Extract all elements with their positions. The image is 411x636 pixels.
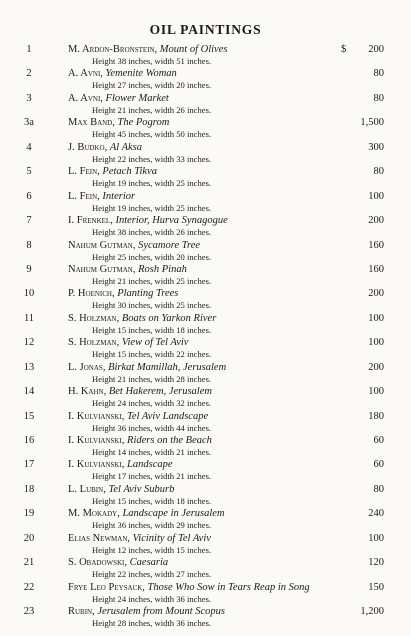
separator: , <box>121 435 128 446</box>
artist-name: J. Budko <box>68 141 105 153</box>
work-title: Petach Tikva <box>102 166 157 178</box>
item-number: 22 <box>23 581 35 593</box>
list-item <box>0 166 411 190</box>
item-number: 8 <box>26 239 32 251</box>
item-title-line <box>68 386 212 398</box>
work-title: Bet Hakerem, Jerusalem <box>108 386 212 398</box>
item-number: 2 <box>26 68 32 80</box>
separator: , <box>110 215 116 227</box>
item-number: 19 <box>23 508 35 520</box>
item-title-line <box>68 533 211 545</box>
list-item <box>0 435 411 459</box>
item-title-line <box>68 117 169 129</box>
separator: , <box>154 44 160 55</box>
item-number: 9 <box>26 263 32 275</box>
item-dimensions: Height 19 inches, width 25 inches. <box>92 178 212 189</box>
item-dimensions: Height 36 inches, width 44 inches. <box>92 422 212 433</box>
item-title-line <box>68 240 200 252</box>
item-price: 200 <box>368 215 384 227</box>
separator: , <box>132 239 139 251</box>
item-dimensions: Height 27 inches, width 20 inches. <box>92 80 212 91</box>
list-item <box>0 93 411 117</box>
separator: , <box>116 312 122 324</box>
item-dimensions: Height 15 inches, width 22 inches. <box>92 349 212 360</box>
list-item <box>0 362 411 386</box>
artist-name: Frye Leo Peysack <box>68 581 143 593</box>
artist-name: I. Kulvianski <box>68 410 122 422</box>
item-title-line <box>68 459 173 471</box>
work-title: Vicinity of Tel Aviv <box>132 532 211 544</box>
item-price: 160 <box>368 263 384 275</box>
artist-name: L. Jonas <box>68 361 103 373</box>
item-dimensions: Height 25 inches, width 20 inches. <box>92 251 212 262</box>
separator: , <box>117 508 123 520</box>
list-item <box>0 44 411 68</box>
work-title: Landscape in Jerusalem <box>122 508 225 520</box>
item-dimensions: Height 38 inches, width 26 inches. <box>92 227 212 238</box>
item-title-line <box>68 215 228 227</box>
artist-name: S. Holzman <box>68 312 117 324</box>
item-title-line <box>68 337 188 349</box>
work-title: Yemenite Woman <box>105 68 177 80</box>
work-title: The Pogrom <box>117 117 170 129</box>
item-price: 60 <box>373 435 384 446</box>
artist-name: Nahum Gutman <box>68 263 133 275</box>
item-price: 300 <box>368 141 384 153</box>
item-dimensions: Height 12 inches, width 15 inches. <box>92 544 212 555</box>
item-dimensions: Height 19 inches, width 25 inches. <box>92 202 212 213</box>
work-title: Planting Trees <box>117 288 179 300</box>
separator: , <box>142 581 148 593</box>
artist-name: M. Mokady <box>68 508 118 520</box>
work-title: Mount of Olives <box>159 44 228 55</box>
item-title-line <box>68 191 135 203</box>
item-title-line <box>68 288 178 300</box>
item-title-line <box>68 44 227 56</box>
item-number: 7 <box>26 215 32 227</box>
item-price: 120 <box>368 557 384 569</box>
item-number: 20 <box>23 532 35 544</box>
work-title: Rosh Pinah <box>138 263 187 275</box>
item-price: 160 <box>368 239 384 251</box>
list-item <box>0 240 411 264</box>
work-title: Birkat Mamillah, Jerusalem <box>108 361 227 373</box>
list-item <box>0 117 411 141</box>
item-price: 180 <box>368 410 384 422</box>
item-number: 16 <box>23 435 35 446</box>
artist-name: L. Lubin <box>68 483 104 495</box>
artist-name: I. Frenkel <box>68 215 111 227</box>
list-item <box>0 533 411 557</box>
separator: , <box>124 557 130 569</box>
item-dimensions: Height 28 inches, width 36 inches. <box>92 618 212 629</box>
item-dimensions: Height 21 inches, width 25 inches. <box>92 275 212 286</box>
artist-name: H. Kahn <box>68 386 104 398</box>
list-item <box>0 484 411 508</box>
list-item <box>0 606 411 630</box>
item-number: 13 <box>23 361 35 373</box>
separator: , <box>92 606 98 618</box>
item-title-line <box>68 557 168 569</box>
item-price: 150 <box>368 581 384 593</box>
item-price: 200 <box>368 44 384 55</box>
item-title-line <box>68 582 310 594</box>
item-number: 21 <box>23 557 35 569</box>
work-title: Interior, Hurva Synagogue <box>115 215 228 227</box>
separator: , <box>97 166 103 178</box>
artist-name: I. Kulvianski <box>68 459 122 471</box>
work-title: Flower Market <box>105 92 169 104</box>
artist-name: Rubin <box>68 606 93 618</box>
item-title-line <box>68 166 157 178</box>
item-number: 5 <box>26 166 32 178</box>
painting-list <box>0 44 411 631</box>
list-item <box>0 191 411 215</box>
artist-name: Elias Newman <box>68 532 128 544</box>
item-price: 1,500 <box>360 117 384 129</box>
artist-name: S. Obadowski <box>68 557 125 569</box>
item-price: 100 <box>368 337 384 349</box>
work-title: Jerusalem from Mount Scopus <box>97 606 226 618</box>
list-item <box>0 288 411 312</box>
artist-name: L. Fein <box>68 166 98 178</box>
item-number: 6 <box>26 190 32 202</box>
item-number: 17 <box>23 459 35 471</box>
separator: , <box>121 459 128 471</box>
separator: , <box>102 361 109 373</box>
item-dimensions: Height 17 inches, width 21 inches. <box>92 471 212 482</box>
list-item <box>0 386 411 410</box>
artist-name: I. Kulvianski <box>68 435 122 446</box>
item-dimensions: Height 38 inches, width 51 inches. <box>92 56 212 66</box>
item-number: 15 <box>23 410 35 422</box>
item-title-line <box>68 411 208 423</box>
item-dimensions: Height 24 inches, width 32 inches. <box>92 398 212 409</box>
artist-name: A. Avni <box>68 92 101 104</box>
item-title-line <box>68 606 225 618</box>
item-dimensions: Height 45 inches, width 50 inches. <box>92 129 212 140</box>
list-item <box>0 557 411 581</box>
item-price: 80 <box>373 68 384 80</box>
item-dimensions: Height 22 inches, width 33 inches. <box>92 153 212 164</box>
artist-name: Max Band <box>68 117 113 129</box>
list-item <box>0 582 411 606</box>
artist-name: Nahum Gutman <box>68 239 133 251</box>
work-title: Riders on the Beach <box>127 435 212 446</box>
item-dimensions: Height 14 inches, width 21 inches. <box>92 447 212 457</box>
item-title-line <box>68 362 226 374</box>
artist-name: M. Ardon-Bronstein <box>68 44 155 55</box>
separator: , <box>111 288 118 300</box>
separator: , <box>127 532 133 544</box>
item-price: 60 <box>373 459 384 471</box>
work-title: Tel Aviv Landscape <box>127 410 209 422</box>
work-title: Interior <box>102 190 136 202</box>
work-title: Those Who Sow in Tears Reap in Song <box>147 581 310 593</box>
item-number: 23 <box>23 606 35 618</box>
item-price: 1,200 <box>360 606 384 618</box>
item-price: 80 <box>373 483 384 495</box>
item-title-line <box>68 68 177 80</box>
item-number: 14 <box>23 386 35 398</box>
list-item <box>0 68 411 92</box>
item-title-line <box>68 264 187 276</box>
item-number: 1 <box>26 44 32 55</box>
item-title-line <box>68 508 225 520</box>
artist-name: L. Fein <box>68 190 98 202</box>
item-dimensions: Height 36 inches, width 29 inches. <box>92 520 212 531</box>
item-price: 100 <box>368 532 384 544</box>
separator: , <box>103 483 109 495</box>
work-title: Caesaria <box>129 557 169 569</box>
item-number: 18 <box>23 483 35 495</box>
item-price: 80 <box>373 92 384 104</box>
separator: , <box>100 68 106 80</box>
work-title: Landscape <box>127 459 173 471</box>
item-dimensions: Height 15 inches, width 18 inches. <box>92 324 212 335</box>
item-number: 3 <box>26 92 32 104</box>
separator: , <box>116 337 122 349</box>
list-item <box>0 459 411 483</box>
separator: , <box>97 190 103 202</box>
item-price: 200 <box>368 288 384 300</box>
item-price: 200 <box>368 361 384 373</box>
list-item <box>0 508 411 532</box>
separator: , <box>100 92 106 104</box>
list-item <box>0 215 411 239</box>
list-item <box>0 313 411 337</box>
item-number: 12 <box>23 337 35 349</box>
work-title: Sycamore Tree <box>138 239 201 251</box>
item-dimensions: Height 24 inches, width 36 inches. <box>92 593 212 604</box>
item-title-line <box>68 484 174 496</box>
item-price: 80 <box>373 166 384 178</box>
item-number: 3a <box>24 117 34 129</box>
artist-name: A. Avni <box>68 68 101 80</box>
list-item <box>0 264 411 288</box>
item-dimensions: Height 22 inches, width 27 inches. <box>92 569 212 580</box>
item-title-line <box>68 142 142 154</box>
separator: , <box>104 141 110 153</box>
item-title-line <box>68 93 169 105</box>
item-price: 100 <box>368 386 384 398</box>
item-price: 240 <box>368 508 384 520</box>
separator: , <box>121 410 128 422</box>
item-price: 100 <box>368 190 384 202</box>
item-dimensions: Height 30 inches, width 25 inches. <box>92 300 212 311</box>
item-dimensions: Height 21 inches, width 26 inches. <box>92 104 212 115</box>
page-title: OIL PAINTINGS <box>149 22 262 37</box>
item-price: 100 <box>368 312 384 324</box>
item-title-line <box>68 435 212 447</box>
artist-name: S. Holzman <box>68 337 117 349</box>
item-title-line <box>68 313 216 325</box>
currency-symbol: $ <box>341 44 347 55</box>
item-number: 10 <box>23 288 35 300</box>
separator: , <box>112 117 118 129</box>
work-title: Al Aksa <box>109 141 142 153</box>
item-number: 11 <box>23 312 35 324</box>
list-item <box>0 411 411 435</box>
work-title: Tel Aviv Suburb <box>108 483 175 495</box>
list-item <box>0 142 411 166</box>
artist-name: P. Hoenich <box>68 288 112 300</box>
work-title: View of Tel Aviv <box>121 337 189 349</box>
separator: , <box>132 263 139 275</box>
item-dimensions: Height 21 inches, width 28 inches. <box>92 373 212 384</box>
list-item <box>0 337 411 361</box>
item-number: 4 <box>26 141 32 153</box>
work-title: Boats on Yarkon River <box>121 312 217 324</box>
item-dimensions: Height 15 inches, width 18 inches. <box>92 495 212 506</box>
separator: , <box>103 386 109 398</box>
